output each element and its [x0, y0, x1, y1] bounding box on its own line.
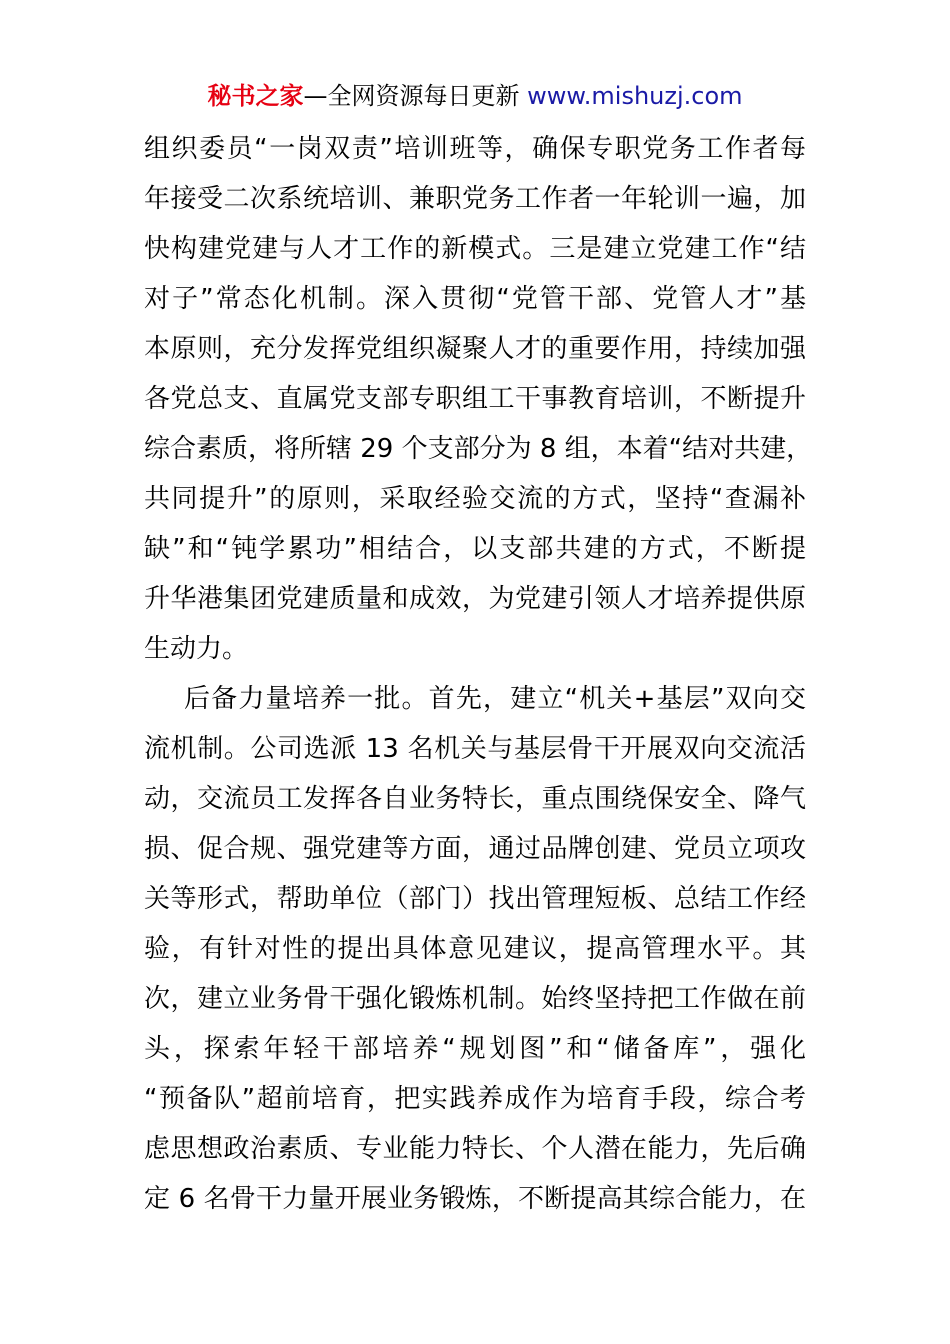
paragraph-line: 流机制。公司选派 13 名机关与基层骨干开展双向交流活 — [144, 734, 806, 764]
paragraph-line: 综合素质，将所辖 29 个支部分为 8 组，本着“结对共建， — [144, 434, 813, 464]
paragraph-line: 缺”和“钝学累功”相结合，以支部共建的方式，不断提 — [144, 534, 806, 564]
paragraph-line: 动，交流员工发挥各自业务特长，重点围绕保安全、降气 — [144, 784, 806, 814]
paragraph-line: 共同提升”的原则，采取经验交流的方式，坚持“查漏补 — [144, 484, 806, 514]
paragraph-line: 本原则，充分发挥党组织凝聚人才的重要作用，持续加强 — [144, 334, 806, 364]
header-slogan: —全网资源每日更新 — [303, 82, 520, 110]
site-url-link[interactable]: www.mishuzj.com — [527, 82, 743, 110]
paragraph-line: 对子”常态化机制。深入贯彻“党管干部、党管人才”基 — [144, 284, 806, 314]
paragraph-line: 关等形式，帮助单位（部门）找出管理短板、总结工作经 — [144, 884, 806, 914]
paragraph-line: 虑思想政治素质、专业能力特长、个人潜在能力，先后确 — [144, 1134, 806, 1164]
site-header — [0, 80, 950, 112]
paragraph-line: 头，探索年轻干部培养“规划图”和“储备库”，强化 — [144, 1034, 806, 1064]
document-body — [144, 124, 813, 1224]
paragraph-line: 生动力。 — [144, 634, 249, 664]
paragraph-line: “预备队”超前培育，把实践养成作为培育手段，综合考 — [144, 1084, 806, 1114]
paragraph-line: 组织委员“一岗双责”培训班等，确保专职党务工作者每 — [144, 134, 806, 164]
paragraph — [144, 674, 806, 1224]
brand-name: 秘书之家 — [207, 82, 304, 110]
paragraph-line: 定 6 名骨干力量开展业务锻炼，不断提高其综合能力，在 — [144, 1184, 806, 1214]
paragraph-line: 各党总支、直属党支部专职组工干事教育培训，不断提升 — [144, 384, 806, 414]
paragraph — [144, 124, 813, 674]
paragraph-line: 年接受二次系统培训、兼职党务工作者一年轮训一遍，加 — [144, 184, 806, 214]
paragraph-line: 快构建党建与人才工作的新模式。三是建立党建工作“结 — [144, 234, 806, 264]
paragraph-line: 损、促合规、强党建等方面，通过品牌创建、党员立项攻 — [144, 834, 806, 864]
paragraph-line: 后备力量培养一批。首先，建立“机关+基层”双向交 — [184, 684, 806, 714]
paragraph-line: 升华港集团党建质量和成效，为党建引领人才培养提供原 — [144, 584, 806, 614]
paragraph-line: 验，有针对性的提出具体意见建议，提高管理水平。其 — [144, 934, 806, 964]
paragraph-line: 次，建立业务骨干强化锻炼机制。始终坚持把工作做在前 — [144, 984, 806, 1014]
